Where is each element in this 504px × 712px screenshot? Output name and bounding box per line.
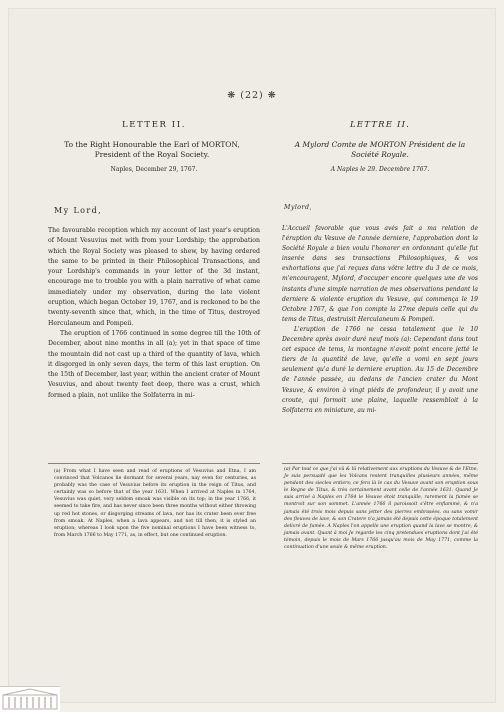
fleuron-icon: ❋ (263, 90, 277, 101)
fleuron-icon: ❋ (227, 90, 241, 101)
paragraph: L'eruption de 1766 ne cessa totalement que le 10 Decembre après avoir duré neuf mois (a): Cependant dans tout cet espace de tems, la montagne n'avoit point encore jetté le tiers de la quantité de lave, qu'elle a vomi en sept jours seulement qu'a duré la derniere eruption. Au 15 de Decembre de l'année passée, au dedans de l'ancien crater du Mont Vesuve, & environ à vingt piéds de profondeur, il y avoit une croute, qui formoit une plaine, laquelle ressembloit à la Solfaterra en miniature, au mi- (282, 325, 478, 414)
letter-date: Naples, December 29, 1767. (110, 166, 198, 173)
letter-body (282, 224, 478, 416)
footnote-divider (48, 463, 260, 464)
page-number: ❋ (22) ❋ (227, 90, 277, 101)
salutation: My Lord, (54, 206, 103, 215)
letter-address: A Mylord Comte de MORTON Président de la Société Royale. (294, 140, 466, 160)
footnote: (a) Par tout ce que j'ai vû & lû relativement aux eruptions du Vesuve & de l'Etne, Je suis persuadé que les Volcans restent tranquilles plusieurs années, même pendant des siecles entiers; ce fera là le cas du Vesuve avant son eruption sous le Regne de Titus, & très certainement avant celle de l'année 1631. Quand Je suis arrivé à Naples en 1764 le Vesuve étoit tranquille, rarement la fumée se montroit sur son sommet. L'année 1766 il paroissoit s'être enflammé, & n'a jamais été trois mois depuis sans jetter des pierres embrasées, ou sans vomir des fleuves de lave, & son Cratere n'a jamais été depuis cette époque totalement delivré de fumée. A Naples l'on appelle une eruption quand la lave se montre, & jamais avant. Quant à moi Je regarde les cinq pretendues eruptions dont j'ai été témoin, depuis le mois de Mars 1766 jusqu'au mois de May 1771, comme la continuation d'une seule & même eruption. (284, 467, 478, 551)
letter-body (48, 226, 260, 401)
salutation: Mylord, (284, 204, 312, 211)
letter-address: To the Right Honourable the Earl of MORTON, President of the Royal Society. (64, 140, 240, 160)
letter-title: LETTER II. (121, 120, 187, 130)
letter-title: LETTRE II. (349, 120, 411, 130)
footnote: (a) From what I have seen and read of eruptions of Vesuvius and Etna, I am convinced that Volcanos lie dormant for several years, nay even for centuries, as probably was the case of Vesuvius before its eruption in the reign of Titus, and certainly was so before that of the year 1631. When I arrived at Naples in 1764, Vesuvius was quiet, very seldom smoak was visible on its top; in the year 1766, it seemed to take fire, and has never since been three months without either throwing up red hot stones, or disgorging streams of lava, nor has its crater been ever free from smoak. At Naples, when a lava appears, and not till then, it is styled an eruption; whereas I look upon the five nominal eruptions I have been witness to, from March 1766 to May 1771, as, in effect, but one continued eruption. (54, 469, 256, 538)
footnote-divider (282, 463, 478, 464)
paragraph: The favourable reception which my account of last year's eruption of Mount Vesuvius met with from your Lordship; the approbation which the Royal Society was pleased to shew, by having ordered the same to be printed in their Philosophical Transactions, and your Lordship's commands in your letter of the 3d instant, encourage me to trouble you with a plain narrative of what came immediately under my observation, during the late violent eruption, which began October 19, 1767, and is reckoned to be the twenty-seventh since that, which, in the time of Titus, destroyed Herculaneum and Pompeii. (48, 227, 260, 327)
paragraph: L'Accueil favorable que vous avés fait a ma relation de l'éruption du Vesuve de l'année derniere, l'approbation dont la Société Royale a bien voulu l'honorer en ordonnant qu'elle fut inserée dans ses transactions Philosophiques, & vos exhortations que j'ai reçues dans vôtre lettre du 3 de ce mois, m'encouragent, Mylord, d'occuper encore quelques une de vos instants d'une simple narration de mes observations pendant la derniere & violente eruption du Vesuve, qui commença le 19 Octobre 1767, & que l'on compte la 27me depuis celle qui du tems de Titus, destruisit Herculaneum & Pompeii. (282, 225, 478, 323)
book-page (8, 8, 496, 703)
library-building-logo (0, 686, 60, 712)
letter-date: A Naples le 29. Decembre 1767. (330, 166, 430, 173)
paragraph: The eruption of 1766 continued in some degree till the 10th of December, about nine months in all (a); yet in that space of time the mountain did not cast up a third of the quantity of lava, which it disgorged in only seven days, the term of this last eruption. On the 15th of December, last year, within the ancient crater of Mount Vesuvius, and about twenty feet deep, there was a crust, which formed a plain, not unlike the Solfaterra in mi- (48, 329, 260, 399)
